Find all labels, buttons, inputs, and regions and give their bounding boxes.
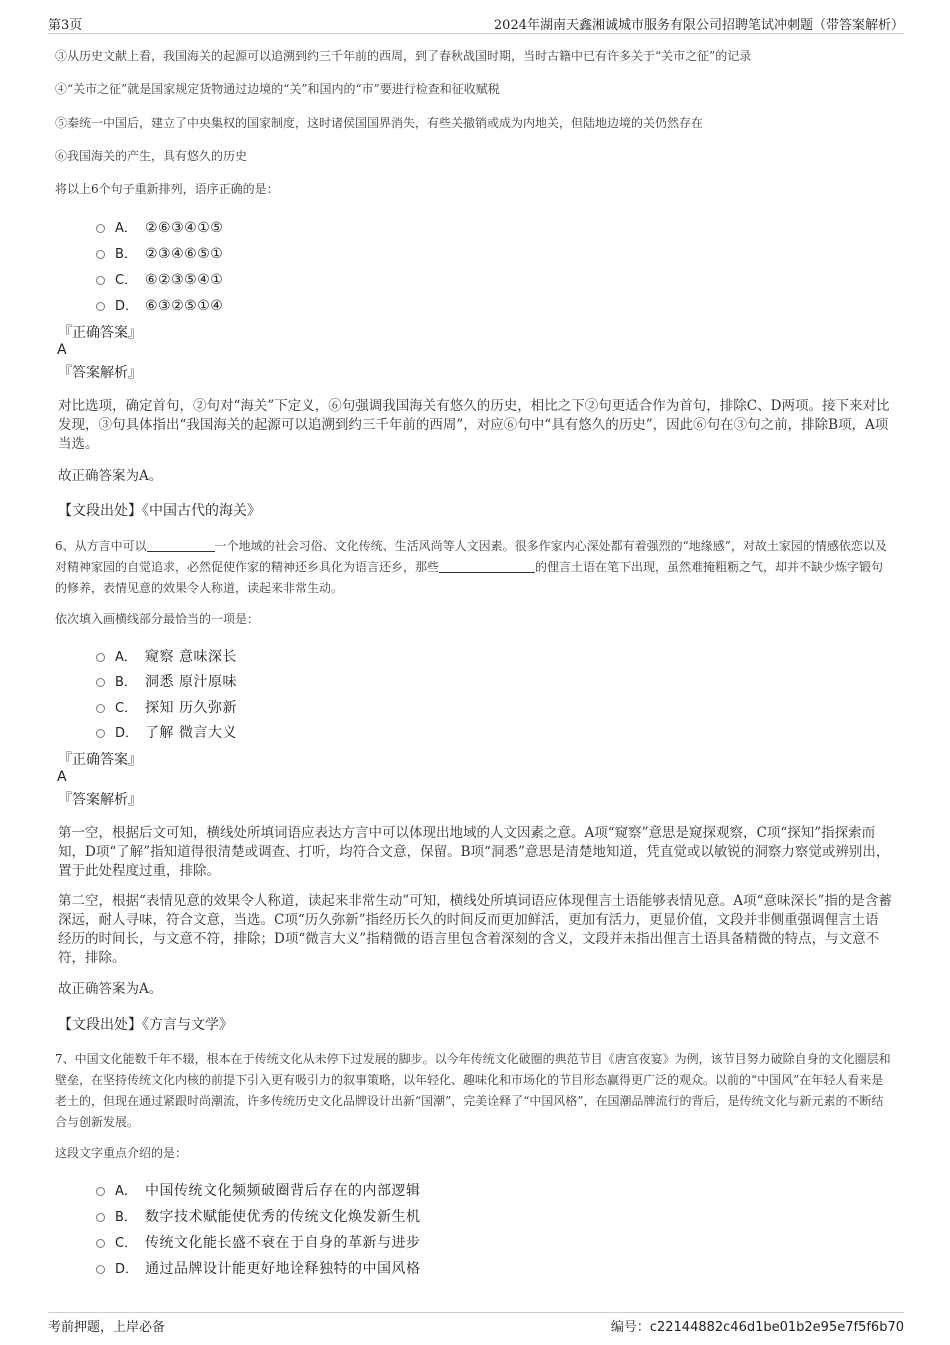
- q5-option-b[interactable]: B． ②③④⑥⑤①: [96, 243, 223, 262]
- q5-option-c[interactable]: C． ⑥②③⑤④①: [96, 269, 223, 288]
- q5-option-a[interactable]: A． ②⑥③④①⑤: [96, 217, 223, 236]
- q5-item-5: ⑤秦统一中国后，建立了中央集权的国家制度，这时诸侯国国界消失，有些关撤销或成为内地关，但陆地边境的关仍然存在: [55, 116, 704, 130]
- q7-option-a[interactable]: A． 中国传统文化频频破圈背后存在的内部逻辑: [96, 1180, 421, 1200]
- q6-option-d[interactable]: D． 了解 微言大义: [96, 722, 237, 742]
- q7-prompt: 这段文字重点介绍的是：: [55, 1146, 188, 1160]
- q6-stem: 6、从方言中可以 一个地域的社会习俗、文化传统、生活风尚等人文因素。很多作家内心深处都有着强烈的“地缘感”，对故土家园的情感依恋以及对精神家园的自觉追求，必然促使作家的精神还乡具化为语言还乡，那些 的俚言土语在笔下出现，虽然难掩粗粝之气，却并不缺少炼字锻句的修养，表情见意的效果令人称道，读起来非常生动。: [55, 539, 887, 595]
- radio-icon[interactable]: [96, 729, 105, 738]
- q6-option-a[interactable]: A． 窥察 意味深长: [96, 646, 237, 666]
- q5-item-6: ⑥我国海关的产生，具有悠久的历史: [55, 149, 248, 163]
- radio-icon[interactable]: [96, 1187, 105, 1196]
- radio-icon[interactable]: [96, 1265, 105, 1274]
- page-header: [48, 10, 904, 34]
- q6-option-b[interactable]: B． 洞悉 原汁原味: [96, 671, 237, 691]
- document-title: 2024年湖南天鑫湘诚城市服务有限公司招聘笔试冲刺题（带答案解析）: [493, 18, 904, 33]
- q5-option-d[interactable]: D． ⑥③②⑤①④: [96, 295, 223, 314]
- blank-line-1: [147, 539, 215, 552]
- radio-icon[interactable]: [96, 678, 105, 687]
- radio-icon[interactable]: [96, 1239, 105, 1248]
- radio-icon[interactable]: [96, 1213, 105, 1222]
- radio-icon[interactable]: [96, 224, 105, 233]
- q5-conclusion: 故正确答案为A。: [58, 468, 163, 484]
- q5-item-4: ④“关市之征”就是国家规定货物通过边境的“关”和国内的“市”要进行检查和征收赋税: [55, 82, 500, 96]
- q6-analysis-paragraph-2: 第二空，根据“表情见意的效果令人称道，读起来非常生动”可知，横线处所填词语应体现俚言土语能够表情见意。A项“意味深长”指的是含蓄深远，耐人寻味，符合文意，当选。C项“历久弥新”指经历长久的时间反而更加鲜活，更加有活力，更显价值，文段并非侧重强调俚言土语经历的时间长，与文意不符，排除；D项“微言大义”指精微的语言里包含着深刻的含义，文段并未指出俚言土语具备精微的特点，与文意不符，排除。: [58, 893, 892, 966]
- q6-answer-label: 『正确答案』: [58, 752, 142, 768]
- document-id: 编号：c22144882c46d1be01b2e95e7f5f6b70: [610, 1320, 904, 1335]
- q6-answer: A: [57, 769, 67, 785]
- page-number: 第3页: [48, 18, 83, 33]
- footer-slogan: 考前押题，上岸必备: [48, 1320, 166, 1335]
- radio-icon[interactable]: [96, 704, 105, 713]
- q5-answer-label: 『正确答案』: [58, 325, 142, 341]
- q7-option-d[interactable]: D． 通过品牌设计能更好地诠释独特的中国风格: [96, 1258, 421, 1278]
- radio-icon[interactable]: [96, 250, 105, 259]
- page-footer: [48, 1312, 904, 1335]
- q6-conclusion: 故正确答案为A。: [58, 981, 163, 997]
- radio-icon[interactable]: [96, 302, 105, 311]
- q5-item-3: ③从历史文献上看，我国海关的起源可以追溯到约三千年前的西周，到了春秋战国时期，当时古籍中已有许多关于“关市之征”的记录: [55, 49, 752, 63]
- q6-analysis-label: 『答案解析』: [58, 792, 142, 808]
- q6-source: 【文段出处】《方言与文学》: [58, 1017, 233, 1033]
- q5-prompt: 将以上6个句子重新排列，语序正确的是：: [55, 182, 279, 196]
- q5-answer: A: [57, 342, 67, 358]
- blank-line-2: [439, 560, 535, 573]
- q7-option-c[interactable]: C． 传统文化能长盛不衰在于自身的革新与进步: [96, 1232, 421, 1252]
- q5-source: 【文段出处】《中国古代的海关》: [58, 503, 261, 519]
- radio-icon[interactable]: [96, 276, 105, 285]
- radio-icon[interactable]: [96, 653, 105, 662]
- q5-analysis-paragraph: 对比选项，确定首句，②句对“海关”下定义，⑥句强调我国海关有悠久的历史，相比之下②句更适合作为首句，排除C、D两项。接下来对比发现，③句具体指出“我国海关的起源可以追溯到约三千年前的西周”，对应⑥句中“具有悠久的历史”，因此⑥句在③句之前，排除B项，A项当选。: [58, 398, 890, 452]
- q7-option-b[interactable]: B． 数字技术赋能使优秀的传统文化焕发新生机: [96, 1206, 421, 1226]
- q6-analysis-paragraph-1: 第一空，根据后文可知，横线处所填词语应表达方言中可以体现出地域的人文因素之意。A项“窥察”意思是窥探观察，C项“探知”指探索而知，D项“了解”指知道得很清楚或调查、打听，均符合文意，保留。B项“洞悉”意思是清楚地知道，凭直觉或以敏锐的洞察力察觉或辨别出，置于此处程度过重，排除。: [58, 825, 890, 879]
- q6-prompt: 依次填入画横线部分最恰当的一项是：: [55, 612, 260, 626]
- q5-analysis-label: 『答案解析』: [58, 365, 142, 381]
- q7-stem: 7、中国文化能数千年不辍，根本在于传统文化从未停下过发展的脚步。以今年传统文化破圈的典范节目《唐宫夜宴》为例，该节目努力破除自身的文化圈层和壁垒，在坚持传统文化内核的前提下引入更有吸引力的叙事策略，以年轻化、趣味化和市场化的节目形态赢得更广泛的观众。以前的“中国风”在年轻人看来是老土的，但现在通过紧跟时尚潮流，许多传统历史文化品牌设计出新“国潮”，完美诠释了“中国风格”，在国潮品牌流行的背后，是传统文化与新元素的不断结合与创新发展。: [55, 1052, 891, 1129]
- q6-option-c[interactable]: C． 探知 历久弥新: [96, 697, 237, 717]
